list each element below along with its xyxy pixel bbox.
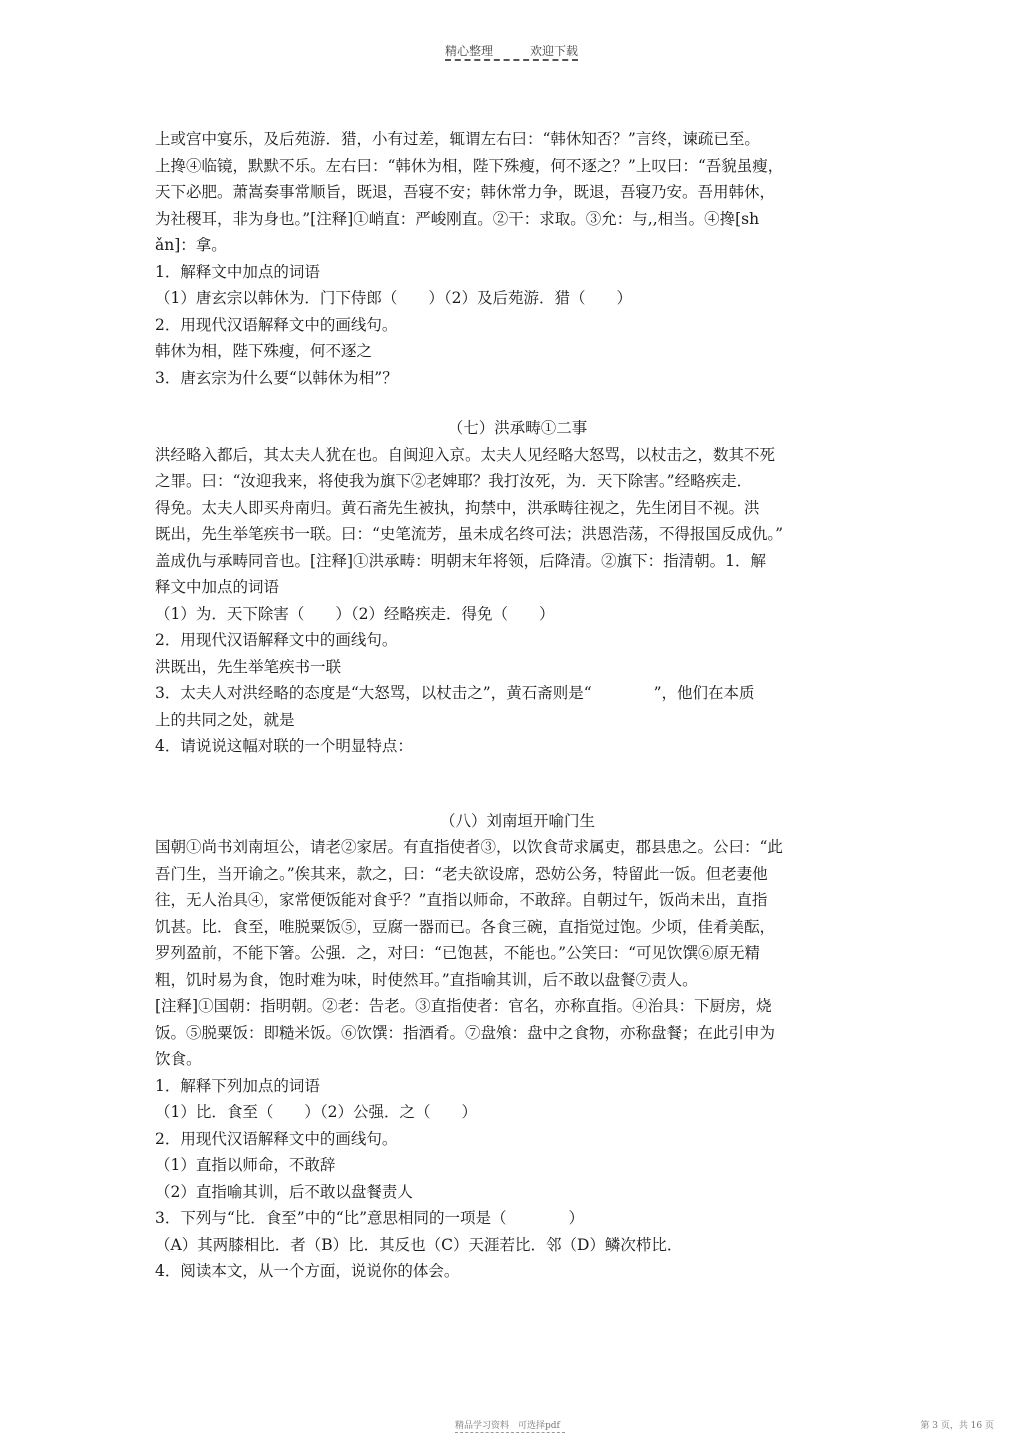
text-line: 饥甚。比．食至，唯脱粟饭⑤，豆腐一器而已。各食三碗，直指觉过饱。少顷，佳肴美酝，: [155, 917, 776, 936]
footer-dashed-rule: [455, 1432, 565, 1433]
text-line: （1）比．食至（ ）（2）公强．之（ ）: [155, 1103, 477, 1121]
section-8-body: [155, 834, 880, 1285]
header-dashed-rule: [445, 59, 578, 61]
text-line: 4．阅读本文，从一个方面，说说你的体会。: [155, 1262, 460, 1280]
text-line: 4．请说说这幅对联的一个明显特点：: [155, 737, 413, 755]
text-line: 2．用现代汉语解释文中的画线句。: [155, 631, 398, 649]
text-line: 上或宫中宴乐，及后苑游．猎，小有过差，辄谓左右曰：“韩休知否？”言终，谏疏已至。: [155, 130, 760, 148]
text-line: 2．用现代汉语解释文中的画线句。: [155, 1129, 398, 1148]
text-line: 1．解释下列加点的词语: [155, 1076, 320, 1095]
text-line: 往，无人治具④，家常便饭能对食乎？”直指以师命，不敢辞。自朝过午，饭尚未出，直指: [155, 891, 768, 909]
text-line: 之罪。曰：“汝迎我来，将使我为旗下②老婢耶？我打汝死，为．天下除害。”经略疾走．: [155, 472, 753, 490]
text-line: 2．用现代汉语解释文中的画线句。: [155, 315, 398, 334]
footer-center-text: 精品学习资料 可选择pdf: [455, 1421, 560, 1431]
text-line: [注释]①国朝：指明朝。②老：告老。③直指使者：官名，亦称直指。④治具：下厨房，烧: [155, 997, 772, 1015]
text-line: 粗，饥时易为食，饱时难为味，时使然耳。”直指喻其训，后不敢以盘餐⑦责人。: [155, 970, 698, 989]
text-line: 释文中加点的词语: [155, 578, 280, 596]
text-line: 3．太夫人对洪经略的态度是“大怒骂，以杖击之”，黄石斋则是“ ”，他们在本质: [155, 684, 755, 702]
text-line: （1）唐玄宗以韩休为．门下侍郎（ ）（2）及后苑游．猎（ ）: [155, 289, 632, 307]
text-line: 3．唐玄宗为什么要“以韩休为相”？: [155, 368, 398, 387]
text-line: 1．解释文中加点的词语: [155, 262, 320, 281]
text-line: （2）直指喻其训，后不敢以盘餐责人: [155, 1182, 413, 1201]
page-header: [0, 40, 1024, 70]
text-line: 3．下列与“比．食至”中的“比”意思相同的一项是（ ）: [155, 1209, 585, 1227]
section-6-continuation: [155, 126, 880, 391]
text-line: 罗列盈前，不能下箸。公强．之，对曰：“已饱甚，不能也。”公笑曰：“可见饮馔⑥原无精: [155, 944, 761, 962]
text-line: ǎn]：拿。: [155, 236, 227, 254]
text-line: 既出，先生举笔疾书一联。曰：“史笔流芳，虽未成名终可法；洪恩浩荡，不得报国反成仇。”: [155, 525, 784, 543]
text-line: 为社稷耳，非为身也。”[注释]①峭直：严峻刚直。②干：求取。③允：与,,相当。④搀[sh: [155, 209, 760, 228]
page-footer: [0, 1418, 1024, 1438]
text-line: 饮食。: [155, 1050, 202, 1068]
text-line: 饭。⑤脱粟饭：即糙米饭。⑥饮馔：指酒肴。⑦盘飧：盘中之食物，亦称盘餐；在此引申为: [155, 1023, 776, 1042]
text-line: 盖成仇与承畴同音也。[注释]①洪承畴：明朝末年将领，后降清。②旗下：指清朝。1．解: [155, 551, 766, 570]
text-line: 洪经略入都后，其太夫人犹在也。自闽迎入京。太夫人见经略大怒骂，以杖击之，数其不死: [155, 445, 776, 464]
text-line: 天下必肥。萧嵩奏事常顺旨，既退，吾寝不安；韩休常力争，既退，吾寝乃安。吾用韩休，: [155, 183, 776, 201]
section-7-body: [155, 442, 880, 760]
header-right-text: 欢迎下载: [530, 44, 579, 58]
text-line: 得免。太夫人即买舟南归。黄石斋先生被执，拘禁中，洪承畴往视之，先生闭目不视。洪: [155, 498, 760, 517]
document-body: [155, 126, 880, 1285]
section-8-title: （八）刘南垣开喻门生: [439, 811, 595, 830]
text-line: 国朝①尚书刘南垣公，请老②家居。有直指使者③，以饮食苛求属吏，郡县患之。公曰：“此: [155, 838, 783, 856]
text-line: 上搀④临镜，默默不乐。左右曰：“韩休为相，陛下殊瘦，何不逐之？”上叹曰：“吾貌虽瘦，: [155, 156, 784, 175]
footer-page-number: 第 3 页，共 16 页: [920, 1421, 994, 1431]
section-7-title: （七）洪承畴①二事: [447, 419, 588, 437]
text-line: 韩休为相，陛下殊瘦，何不逐之: [155, 342, 373, 360]
text-line: 洪既出，先生举笔疾书一联: [155, 657, 342, 676]
text-line: （1）为．天下除害（ ）（2）经略疾走．得免（ ）: [155, 604, 555, 623]
text-line: 上的共同之处，就是: [155, 710, 295, 729]
text-line: （1）直指以师命，不敢辞: [155, 1156, 336, 1174]
header-left-text: 精心整理: [445, 44, 494, 58]
text-line: 吾门生，当开谕之。”俟其来，款之，曰：“老夫欲设席，恐妨公务，特留此一饭。但老妻他: [155, 864, 768, 883]
text-line: （A）其两膝相比．者（B）比．其反也（C）天涯若比．邻（D）鳞次栉比．: [155, 1235, 683, 1254]
